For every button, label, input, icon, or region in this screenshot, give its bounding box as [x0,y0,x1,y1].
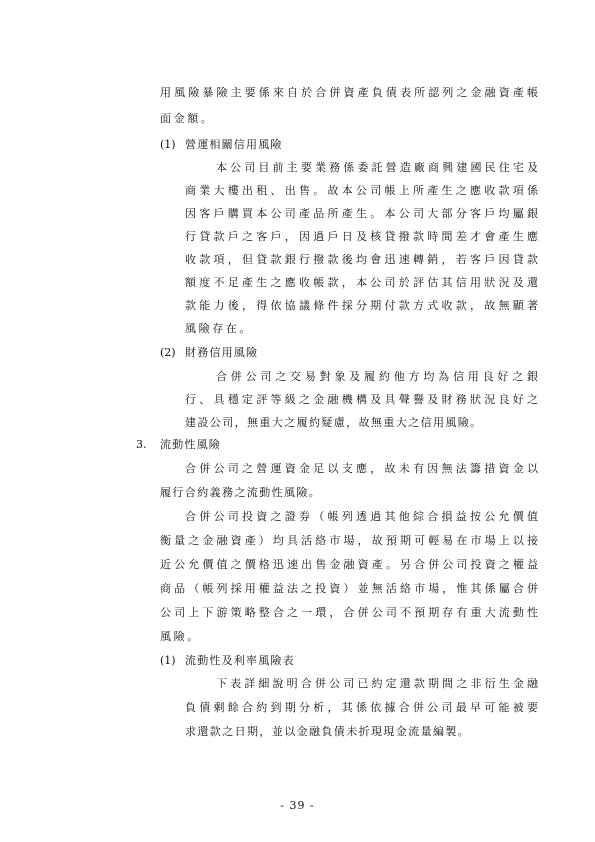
body-text-line: 求還款之日期，並以金融負債未折現現金流量編製。 [185,725,471,738]
body-text-line: 因客戶購買本公司產品所產生。本公司大部分客戶均屬銀 [185,207,538,220]
subsection-heading: 流動性及利率風險表 [185,654,295,667]
body-text-line: 商業大樓出租、出售。故本公司帳上所產生之應收款項係 [185,184,538,197]
subsection-number: (1) [160,138,176,151]
body-text-line: 款能力後，得依協議條件採分期付款方式收款，故無顯著 [185,299,538,312]
page-number: - 39 - [280,799,315,812]
body-text-line: 合併公司之營運資金足以支應，故未有因無法籌措資金以 [185,462,538,475]
body-text-line: 衡量之金融資產）均具活絡市場，故預期可輕易在市場上以接 [160,534,538,547]
body-text-line: 風險存在。 [185,322,253,335]
body-text-line: 近公允價值之價格迅速出售金融資產。另合併公司投資之權益 [160,558,538,571]
body-text-line: 公司上下游策略整合之一環，合併公司不預期存有重大流動性 [160,606,538,619]
subsection-heading: 財務信用風險 [185,346,259,359]
body-text-line: 收款項，但貸款銀行撥款後均會迅速轉銷，若客戶因貸款 [185,253,538,266]
subsection-number: (2) [160,346,176,359]
body-text-line: 建設公司，無重大之履約疑慮，故無重大之信用風險。 [185,416,483,429]
body-text-line: 用風險暴險主要係來自於合併資產負債表所認列之金融資產帳 [160,86,538,99]
body-text-line: 商品（帳列採用權益法之投資）並無活絡市場，惟其係屬合併 [160,582,538,595]
body-text-line: 行貸款戶之客戶，因過戶日及核貸撥款時間差才會產生應 [185,230,538,243]
subsection-number: (1) [160,654,176,667]
body-text-line: 額度不足產生之應收帳款，本公司於評估其信用狀況及還 [185,276,538,289]
body-text-line: 履行合約義務之流動性風險。 [160,486,322,499]
section-number: 3. [136,438,147,451]
body-text-line: 合併公司之交易對象及履約他方均為信用良好之銀 [216,370,538,383]
body-text-line: 合併公司投資之證券（帳列透過其他綜合損益按公允價值 [185,510,538,523]
body-text-line: 風險。 [160,630,201,643]
body-text-line: 面金額。 [160,112,215,125]
body-text-line: 負債剩餘合約到期分析，其係依據合併公司最早可能被要 [185,701,538,714]
body-text-line: 下表詳細說明合併公司已約定還款期間之非衍生金融 [216,677,538,690]
body-text-line: 本公司目前主要業務係委託營造廠商興建國民住宅及 [216,161,538,174]
section-heading: 流動性風險 [160,438,221,451]
body-text-line: 行、具穩定評等級之金融機構及具聲譽及財務狀況良好之 [185,393,538,406]
subsection-heading: 營運相關信用風險 [185,138,283,151]
